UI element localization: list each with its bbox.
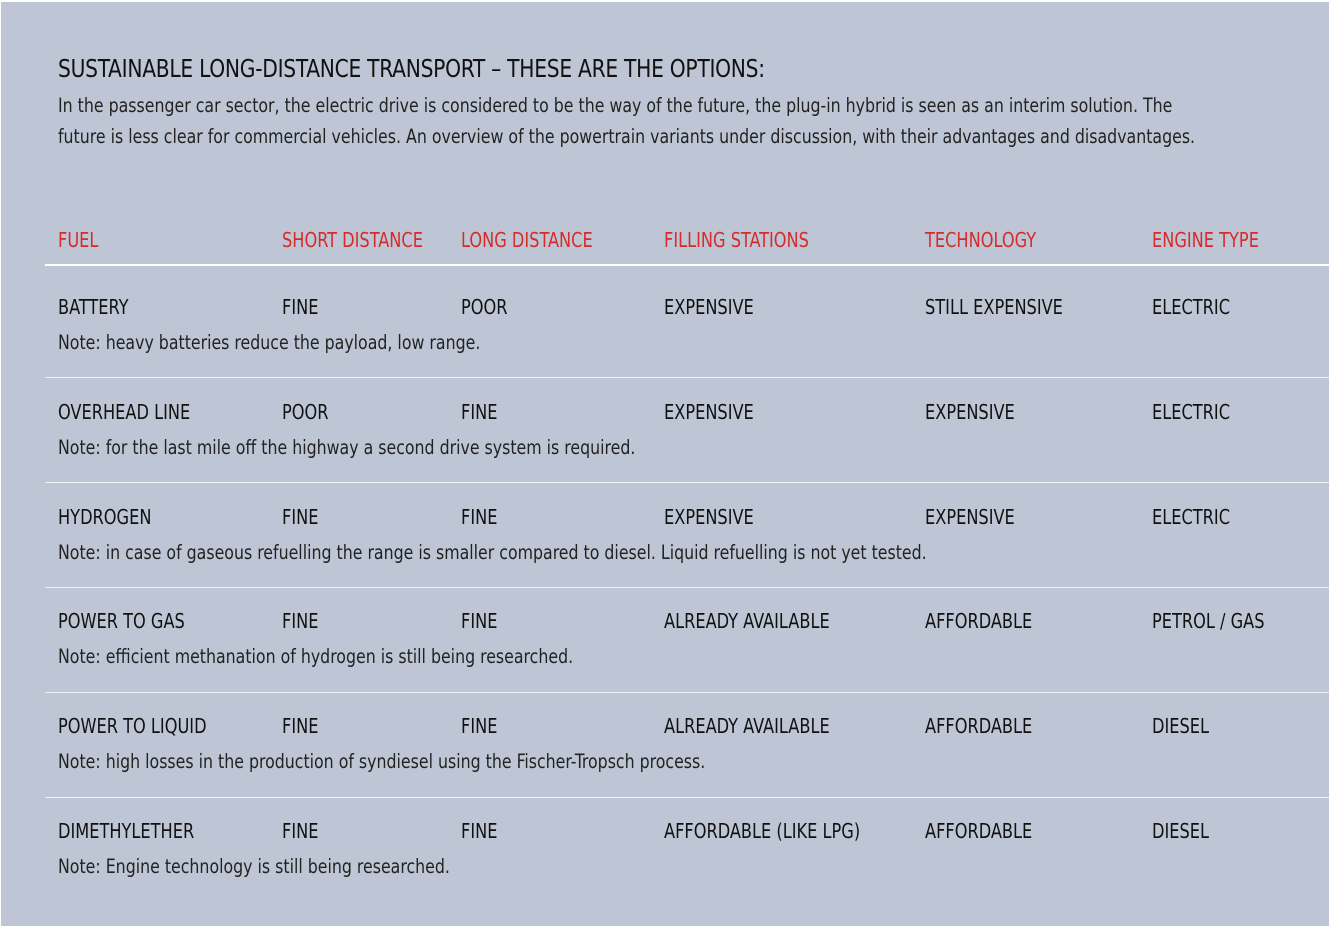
cell-engine-type: DIESEL (1152, 819, 1210, 843)
cell-filling-stations: EXPENSIVE (664, 295, 754, 319)
cell-fuel: DIMETHYLETHER (58, 819, 195, 843)
cell-short-distance: FINE (282, 609, 319, 633)
header-long-distance: LONG DISTANCE (461, 228, 593, 252)
table-row (1, 295, 1329, 400)
header-filling-stations: FILLING STATIONS (664, 228, 809, 252)
cell-long-distance: FINE (461, 505, 498, 529)
cell-filling-stations: ALREADY AVAILABLE (664, 609, 830, 633)
row-note: Note: Engine technology is still being researched. (58, 855, 450, 878)
table-row (1, 505, 1329, 610)
page-title: SUSTAINABLE LONG-DISTANCE TRANSPORT – THESE ARE THE OPTIONS: (58, 54, 765, 83)
header-short-distance: SHORT DISTANCE (282, 228, 423, 252)
header-technology: TECHNOLOGY (925, 228, 1037, 252)
cell-short-distance: FINE (282, 505, 319, 529)
row-note: Note: in case of gaseous refuelling the range is smaller compared to diesel. Liquid refuelling is not yet tested. (58, 541, 927, 564)
cell-long-distance: FINE (461, 714, 498, 738)
cell-fuel: POWER TO LIQUID (58, 714, 207, 738)
row-note: Note: for the last mile off the highway a second drive system is required. (58, 436, 636, 459)
cell-filling-stations: EXPENSIVE (664, 400, 754, 424)
cell-fuel: BATTERY (58, 295, 129, 319)
cell-technology: EXPENSIVE (925, 400, 1015, 424)
row-divider (45, 692, 1329, 693)
cell-technology: EXPENSIVE (925, 505, 1015, 529)
row-divider (45, 377, 1329, 378)
header-engine-type: ENGINE TYPE (1152, 228, 1259, 252)
cell-filling-stations: EXPENSIVE (664, 505, 754, 529)
cell-technology: AFFORDABLE (925, 714, 1033, 738)
cell-long-distance: POOR (461, 295, 508, 319)
cell-engine-type: ELECTRIC (1152, 400, 1231, 424)
table-row (1, 400, 1329, 505)
header-divider (45, 264, 1329, 266)
row-divider (45, 797, 1329, 798)
row-note: Note: heavy batteries reduce the payload, low range. (58, 331, 481, 354)
row-note: Note: high losses in the production of syndiesel using the Fischer-Tropsch process. (58, 750, 706, 773)
header-fuel: FUEL (58, 228, 99, 252)
cell-engine-type: PETROL / GAS (1152, 609, 1265, 633)
table-row (1, 609, 1329, 714)
cell-filling-stations: ALREADY AVAILABLE (664, 714, 830, 738)
table-row (1, 714, 1329, 819)
intro-line: In the passenger car sector, the electric drive is considered to be the way of the future, the plug-in hybrid is seen as an interim solution. The (58, 94, 1173, 117)
cell-engine-type: ELECTRIC (1152, 505, 1231, 529)
row-divider (45, 587, 1329, 588)
cell-fuel: OVERHEAD LINE (58, 400, 191, 424)
intro-line: future is less clear for commercial vehicles. An overview of the powertrain variants under discussion, with their advantages and disadvantages. (58, 125, 1196, 148)
cell-filling-stations: AFFORDABLE (LIKE LPG) (664, 819, 861, 843)
infographic-panel (1, 2, 1329, 926)
cell-short-distance: FINE (282, 295, 319, 319)
cell-technology: AFFORDABLE (925, 609, 1033, 633)
cell-fuel: HYDROGEN (58, 505, 152, 529)
cell-engine-type: DIESEL (1152, 714, 1210, 738)
cell-technology: AFFORDABLE (925, 819, 1033, 843)
cell-short-distance: FINE (282, 714, 319, 738)
cell-short-distance: FINE (282, 819, 319, 843)
cell-engine-type: ELECTRIC (1152, 295, 1231, 319)
intro-paragraph (58, 90, 1255, 152)
cell-long-distance: FINE (461, 819, 498, 843)
cell-long-distance: FINE (461, 400, 498, 424)
cell-fuel: POWER TO GAS (58, 609, 185, 633)
table-row (1, 819, 1329, 924)
cell-technology: STILL EXPENSIVE (925, 295, 1063, 319)
row-note: Note: efficient methanation of hydrogen is still being researched. (58, 645, 574, 668)
row-divider (45, 482, 1329, 483)
cell-short-distance: POOR (282, 400, 329, 424)
cell-long-distance: FINE (461, 609, 498, 633)
